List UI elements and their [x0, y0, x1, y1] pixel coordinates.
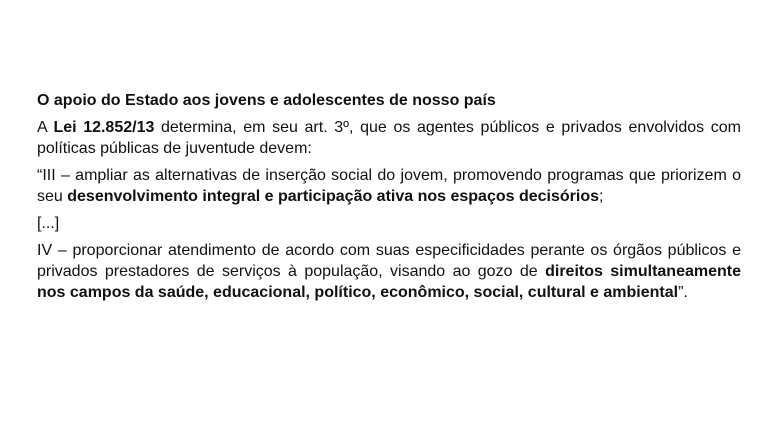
p1-post: determina, em seu art. 3º, que os agentes públicos e privados envolvidos com políticas públicas de juventude devem:	[37, 119, 742, 157]
p2-post: ;	[599, 188, 604, 205]
p2-pre: “III – ampliar as alternativas de inserção social do jovem, promovendo programas que priorizem o seu	[37, 167, 741, 205]
p2-bold: desenvolvimento integral e participação ativa nos espaços decisórios	[67, 188, 599, 205]
p1-pre: A	[37, 119, 54, 136]
text-body	[37, 90, 741, 309]
paragraph-item-iii	[37, 165, 741, 207]
paragraph-law-intro	[37, 117, 741, 159]
law-reference: Lei 12.852/13	[53, 119, 155, 136]
paragraph-item-iv	[37, 240, 741, 303]
p4-post: ”.	[678, 284, 688, 301]
p4-pre: IV – proporcionar atendimento de acordo com suas especificidades perante os órgãos públicos e privados prestadores de serviços à população, visando ao gozo de	[37, 242, 741, 280]
paragraph-ellipsis: [...]	[37, 215, 60, 232]
p4-bold: direitos simultaneamente nos campos da saúde, educacional, político, econômico, social, cultural e ambiental	[37, 263, 741, 301]
heading: O apoio do Estado aos jovens e adolescentes de nosso país	[37, 92, 496, 109]
